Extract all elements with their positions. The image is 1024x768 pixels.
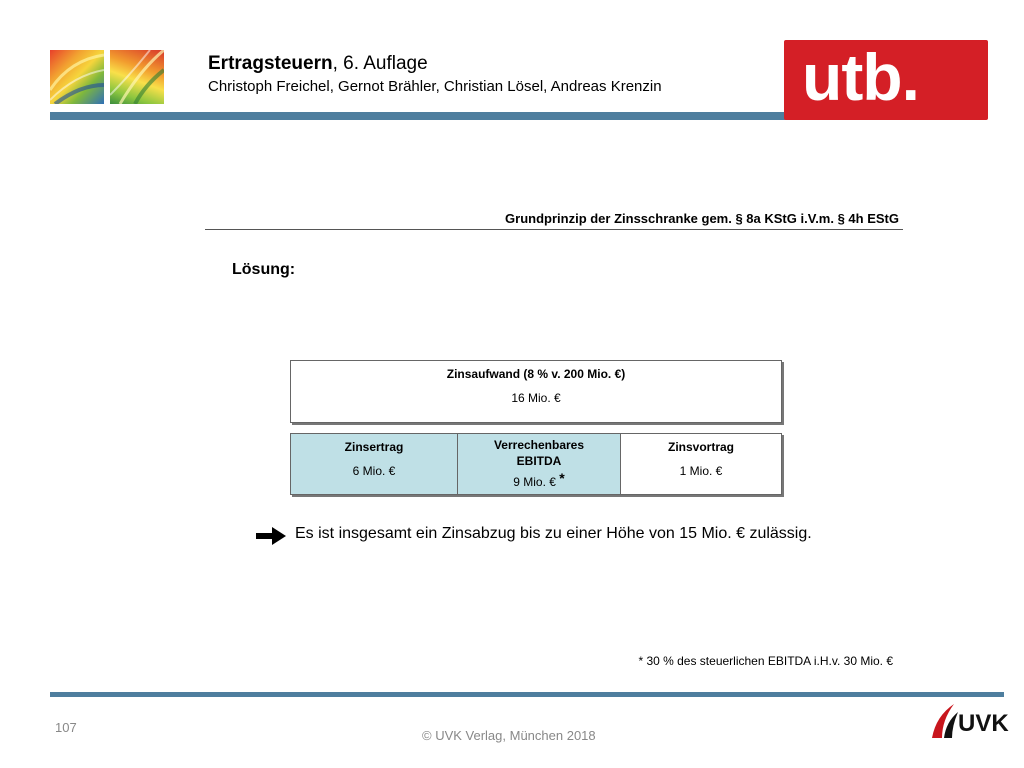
interest-expense-value: 16 Mio. € [511,391,561,405]
page-number: 107 [55,720,77,735]
book-cover-image-left [50,50,104,104]
interest-expense-box [290,360,782,423]
footnote-marker: * [559,470,565,486]
uvk-logo: UVK [928,702,1008,742]
interest-income-label: Zinsertrag [344,440,404,454]
interest-carryforward-value: 1 Mio. € [679,464,723,478]
copyright-notice: © UVK Verlag, München 2018 [422,728,596,743]
deduction-components-row [290,433,782,495]
book-authors: Christoph Freichel, Gernot Brähler, Christian Lösel, Andreas Krenzin [208,78,662,95]
section-title: Grundprinzip der Zinsschranke gem. § 8a KStG i.V.m. § 4h EStG [505,211,899,226]
right-arrow-icon [256,527,286,545]
header-divider-bar [50,112,850,120]
ebitda-value: 9 Mio. € * [513,470,565,489]
solution-label: Lösung: [232,261,296,278]
section-underline [205,229,903,230]
ebitda-cell [458,434,621,494]
interest-income-value: 6 Mio. € [352,464,396,478]
footnote: * 30 % des steuerlichen EBITDA i.H.v. 30 Mio. € [638,654,893,668]
conclusion-text: Es ist insgesamt ein Zinsabzug bis zu einer Höhe von 15 Mio. € zulässig. [295,525,812,542]
interest-carryforward-label: Zinsvortrag [667,440,734,454]
book-cover-image-right [110,50,164,104]
interest-income-cell [291,434,458,494]
uvk-sail-icon [928,702,962,742]
book-title: Ertragsteuern, 6. Auflage [208,53,428,74]
ebitda-label-line1: Verrechenbares [493,438,585,452]
interest-carryforward-cell [621,434,781,494]
ebitda-label-line2: EBITDA [516,454,562,468]
utb-logo: utb. [784,40,988,120]
interest-expense-label: Zinsaufwand (8 % v. 200 Mio. €) [446,367,626,381]
footer-divider-bar [50,692,1004,697]
